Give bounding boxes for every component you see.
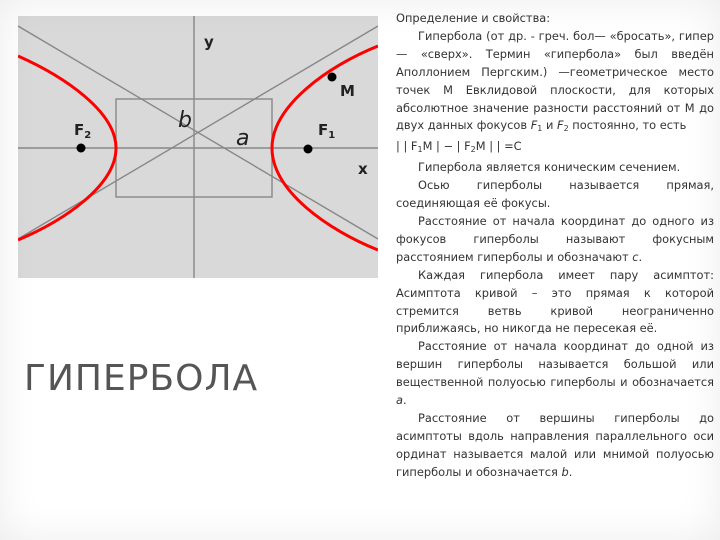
text-heading: Определение и свойства: <box>396 11 551 25</box>
definition-paragraph: Гипербола (от др. - греч. бол— «бросать», гипер— «сверх». Термин «гипербола» был введён Аполлонием Пергским.) —геометрическое место точек M Евклидовой плоскости, для которых абсолютное значение разности расстояний от M до двух данных фокусов $F_1$ и $F_2$ постоянно, то есть <box>396 28 714 134</box>
semi-axis-a-label: a <box>236 126 250 151</box>
point-m-label: M <box>340 82 355 100</box>
focus-f1-label: $F_1$ <box>318 121 336 141</box>
formula-line: | | $F_1M$ | − | $F_2M$ | | =C <box>396 139 522 155</box>
diagram-background <box>18 16 378 278</box>
major-semi-axis-paragraph: Расстояние от начала координат до одной из вершин гиперболы называется большой или вещественной полуосью гиперболы и обозначается a. <box>396 339 714 408</box>
focus-f2-label: $F_2$ <box>74 121 92 141</box>
focus-f1-point <box>304 145 313 154</box>
x-axis-label: x <box>358 160 368 178</box>
minor-semi-axis-paragraph: Расстояние от вершины гиперболы до асимптоты вдоль направления параллельного оси ординат называется малой или мнимой полуосью гиперболы и обозначается b. <box>396 410 714 479</box>
point-m <box>328 73 337 82</box>
definition-text <box>396 10 714 482</box>
conic-section-paragraph: Гипербола является коническим сечением. <box>418 160 681 175</box>
y-axis-label: y <box>204 33 214 51</box>
hyperbola-figure <box>18 16 378 278</box>
hyperbola-diagram <box>18 16 378 278</box>
focal-distance-paragraph: Расстояние от начала координат до одного из фокусов гиперболы называют фокусным расстоянием гиперболы и обозначают c. <box>396 213 714 264</box>
axis-paragraph: Осью гиперболы называется прямая, соединяющая её фокусы. <box>396 178 714 211</box>
asymptotes-paragraph: Каждая гипербола имеет пару асимптот: Асимптота кривой – это прямая к которой стремится ветвь кривой неограниченно приближаясь, но никогда не пересекая её. <box>396 267 714 336</box>
semi-axis-b-label: b <box>178 108 192 133</box>
slide-title: ГИПЕРБОЛА <box>24 358 259 399</box>
focus-f2-point <box>77 144 86 153</box>
